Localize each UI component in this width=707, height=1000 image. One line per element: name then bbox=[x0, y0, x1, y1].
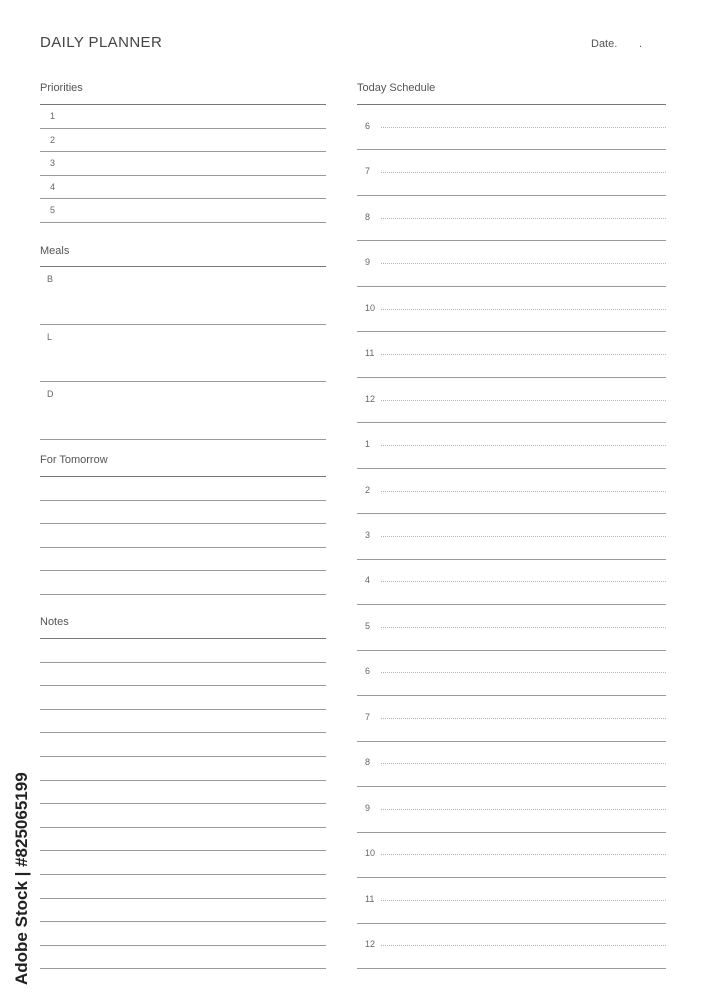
schedule-hour: 3 bbox=[365, 530, 371, 540]
notes-line bbox=[40, 803, 326, 804]
schedule-dotted-line bbox=[381, 672, 666, 673]
schedule-row-line bbox=[357, 422, 666, 423]
schedule-row-line bbox=[357, 286, 666, 287]
schedule-hour: 1 bbox=[365, 439, 371, 450]
schedule-hour: 8 bbox=[365, 757, 371, 768]
priority-number: 1 bbox=[50, 111, 56, 121]
notes-line bbox=[40, 921, 326, 922]
date-label: Date. bbox=[591, 38, 618, 50]
priority-row-line bbox=[40, 151, 326, 152]
schedule-dotted-line bbox=[381, 400, 666, 401]
notes-line bbox=[40, 685, 326, 686]
meals-title: Meals bbox=[40, 245, 70, 257]
schedule-dotted-line bbox=[381, 354, 666, 355]
schedule-hour: 7 bbox=[365, 711, 371, 722]
notes-line bbox=[40, 662, 326, 663]
schedule-hour: 12 bbox=[365, 393, 376, 404]
for-tomorrow-line bbox=[40, 500, 326, 501]
schedule-row-line bbox=[357, 604, 666, 605]
schedule-row-line bbox=[357, 149, 666, 150]
schedule-row-line bbox=[357, 923, 666, 924]
meal-letter: B bbox=[47, 274, 54, 284]
for-tomorrow-line bbox=[40, 523, 326, 524]
for-tomorrow-title: For Tomorrow bbox=[40, 454, 108, 466]
schedule-row-line bbox=[357, 195, 666, 196]
schedule-row-line bbox=[357, 377, 666, 378]
for-tomorrow-top-rule bbox=[40, 476, 326, 477]
schedule-hour: 12 bbox=[365, 939, 376, 950]
notes-line bbox=[40, 898, 326, 899]
notes-line bbox=[40, 850, 326, 851]
page-title: DAILY PLANNER bbox=[40, 34, 163, 51]
schedule-row-line bbox=[357, 331, 666, 332]
schedule-dotted-line bbox=[381, 718, 666, 719]
priority-row-line bbox=[40, 175, 326, 176]
priorities-top-rule bbox=[40, 104, 326, 105]
meal-letter: D bbox=[47, 389, 54, 399]
priority-number: 4 bbox=[50, 181, 56, 192]
schedule-hour: 9 bbox=[365, 257, 371, 268]
meal-letter: L bbox=[47, 331, 53, 342]
meal-row-line bbox=[40, 439, 326, 440]
for-tomorrow-line bbox=[40, 570, 326, 571]
schedule-row-line bbox=[357, 650, 666, 651]
today-schedule-title: Today Schedule bbox=[357, 82, 436, 94]
notes-title: Notes bbox=[40, 616, 69, 628]
notes-top-rule bbox=[40, 638, 326, 639]
schedule-row-line bbox=[357, 877, 666, 878]
schedule-dotted-line bbox=[381, 900, 666, 901]
notes-line bbox=[40, 945, 326, 946]
schedule-hour: 11 bbox=[365, 348, 375, 359]
priority-row-line bbox=[40, 128, 326, 129]
schedule-dotted-line bbox=[381, 263, 666, 264]
notes-line bbox=[40, 709, 326, 710]
schedule-row-line bbox=[357, 695, 666, 696]
schedule-dotted-line bbox=[381, 763, 666, 764]
notes-line bbox=[40, 780, 326, 781]
priorities-title: Priorities bbox=[40, 82, 83, 94]
schedule-dotted-line bbox=[381, 536, 666, 537]
schedule-hour: 9 bbox=[365, 802, 371, 813]
schedule-hour: 11 bbox=[365, 893, 375, 904]
schedule-row-line bbox=[357, 468, 666, 469]
schedule-hour: 7 bbox=[365, 166, 371, 177]
schedule-row-line bbox=[357, 832, 666, 833]
schedule-dotted-line bbox=[381, 581, 666, 582]
schedule-hour: 8 bbox=[365, 211, 371, 222]
notes-line bbox=[40, 968, 326, 969]
schedule-row-line bbox=[357, 741, 666, 742]
meals-top-rule bbox=[40, 266, 326, 267]
priority-number: 3 bbox=[50, 158, 56, 169]
date-separator: . bbox=[639, 38, 643, 50]
schedule-hour: 6 bbox=[365, 666, 371, 677]
notes-line bbox=[40, 756, 326, 757]
for-tomorrow-line bbox=[40, 547, 326, 548]
schedule-dotted-line bbox=[381, 218, 666, 219]
schedule-dotted-line bbox=[381, 809, 666, 810]
priority-number: 2 bbox=[50, 134, 56, 145]
schedule-hour: 4 bbox=[365, 575, 371, 586]
schedule-dotted-line bbox=[381, 854, 666, 855]
priority-number: 5 bbox=[50, 205, 56, 216]
schedule-row-line bbox=[357, 968, 666, 969]
priority-row-line bbox=[40, 198, 326, 199]
meal-row-line bbox=[40, 324, 326, 325]
schedule-dotted-line bbox=[381, 309, 666, 310]
schedule-hour: 5 bbox=[365, 620, 371, 631]
priority-row-line bbox=[40, 222, 326, 223]
stock-watermark: Adobe Stock | #825065199 bbox=[12, 772, 31, 985]
for-tomorrow-line bbox=[40, 594, 326, 595]
schedule-top-rule bbox=[357, 104, 666, 105]
schedule-row-line bbox=[357, 786, 666, 787]
schedule-row-line bbox=[357, 513, 666, 514]
schedule-row-line bbox=[357, 559, 666, 560]
notes-line bbox=[40, 874, 326, 875]
schedule-hour: 6 bbox=[365, 120, 371, 131]
schedule-hour: 2 bbox=[365, 484, 371, 495]
schedule-dotted-line bbox=[381, 445, 666, 446]
notes-line bbox=[40, 827, 326, 828]
schedule-hour: 10 bbox=[365, 302, 376, 313]
schedule-dotted-line bbox=[381, 627, 666, 628]
schedule-dotted-line bbox=[381, 945, 666, 946]
schedule-dotted-line bbox=[381, 127, 666, 128]
schedule-dotted-line bbox=[381, 491, 666, 492]
schedule-hour: 10 bbox=[365, 848, 376, 859]
schedule-row-line bbox=[357, 240, 666, 241]
schedule-dotted-line bbox=[381, 172, 666, 173]
meal-row-line bbox=[40, 381, 326, 382]
notes-line bbox=[40, 732, 326, 733]
